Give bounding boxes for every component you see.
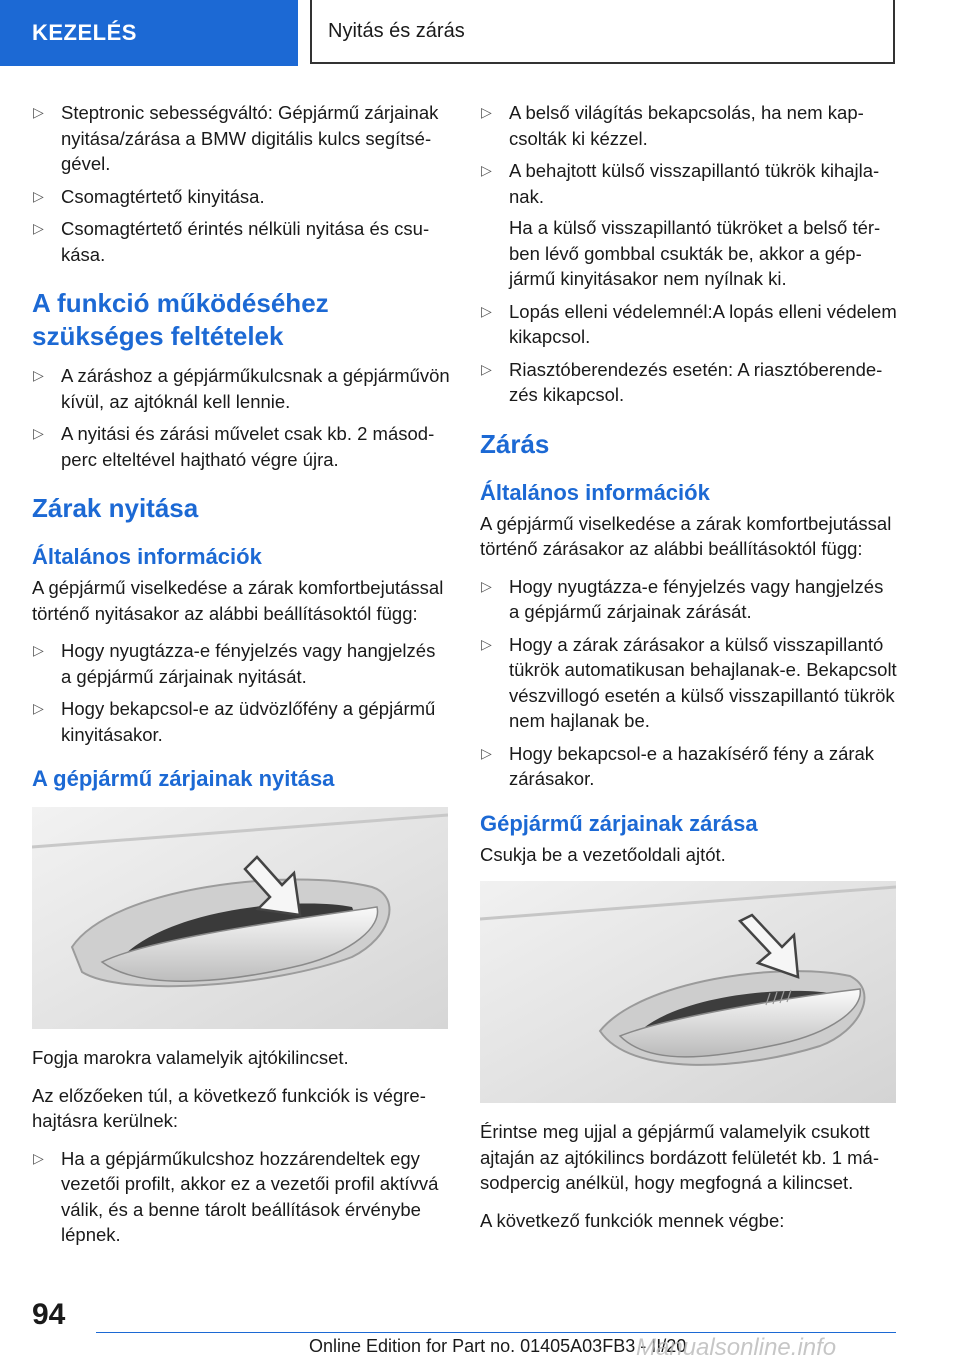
triangle-bullet-icon: ▷ [33,104,44,120]
list-item: ▷ Hogy bekapcsol-e a hazakísérő fény a zárak zárásakor. [481,742,875,789]
footer-divider [96,1332,896,1333]
unlock-bullet-list [32,1146,450,1248]
page-header [0,0,960,66]
list-item: ▷ Csomagtértető érintés nélküli nyitása és csukása. [33,218,430,265]
mirror-note: Ha a külső visszapillantó tükröket a belső térben lévő gombbal csukták be, akkor a gépjármű kinyitásakor nem nyílnak ki. [509,217,881,289]
triangle-bullet-icon: ▷ [481,577,492,594]
general-info-text: A gépjármű viselkedése a zárak komfortbejutással történő nyitásakor az alábbi beállításoktól függ: [32,577,444,624]
locking-general-text: A gépjármű viselkedése a zárak komfortbejutással történő zárásakor az alábbi beállításoktól függ: [480,512,892,559]
list-item: ▷ Lopás elleni védelemnél:A lopás elleni védelem kikapcsol. [481,300,897,347]
heading-unlocking: A gépjármű zárjainak nyitása [32,766,335,791]
chapter-title: Nyitás és zárás [310,0,895,64]
list-item: ▷ Hogy nyugtázza-e fényjelzés vagy hangjelzés a gépjármű zárjainak zárását. [481,575,884,622]
lock-touch-text: Érintse meg ujjal a gépjármű valamelyik csukott ajtaján az ajtókilincs bordázott felületét kb. 1 másodpercig anélkül, hogy megfogná a kilincset. [480,1121,879,1193]
watermark: Manualsonline.info [636,1334,837,1361]
right-column [480,100,898,1245]
triangle-bullet-icon: ▷ [33,367,44,383]
list-item: ▷ Hogy a zárak zárásakor a külső visszapillantó tükrök automatikusan behajlanak-e. Bekapcsolt vészvillogó esetén a külső visszapillantó tükrök nem hajlanak be. [481,633,897,731]
locking-bullet-list [480,574,898,792]
list-item: ▷ Steptronic sebességváltó: Gépjármű zárjainak nyitása/zárása a BMW digitális kulcs segítségével. [33,102,439,174]
triangle-bullet-icon: ▷ [481,360,492,377]
list-item: ▷ A behajtott külső visszapillantó tükrök kihajlanak. Ha a külső visszapillantó tükröket a belső térben lévő gombbal csukták be, akkor a gépjármű kinyitásakor nem nyílnak ki. [480,158,898,292]
heading-locking: Zárás [480,428,550,459]
section-tab: KEZELÉS [0,0,298,66]
triangle-bullet-icon: ▷ [33,425,44,441]
door-handle-touch-illustration [480,881,896,1103]
list-item: ▷ A nyitási és zárási művelet csak kb. 2 másodperc elteltével hajtható végre újra. [33,423,435,470]
unlock-additional-text: Az előzőeken túl, a következő funkciók is végrehajtásra kerülnek: [32,1084,426,1131]
edition-footer: Online Edition for Part no. 01405A03FB3 - II/20 [309,1336,687,1356]
heading-conditions: A funkció működéséhez szükséges feltételek [32,288,329,351]
list-item: ▷ Hogy bekapcsol-e az üdvözlőfény a gépjármű kinyitásakor. [33,698,436,745]
heading-locking-vehicle: Gépjármű zárjainak zárása [480,810,758,836]
list-item: ▷ Ha a gépjárműkulcshoz hozzárendeltek egy vezetői profilt, akkor ez a vezetői profil aktívvá válik, és a benne tárolt beállítások érvénybe lépnek. [33,1147,439,1245]
triangle-bullet-icon: ▷ [481,302,492,319]
triangle-bullet-icon: ▷ [481,744,492,761]
door-handle-grip-illustration [32,807,448,1029]
triangle-bullet-icon: ▷ [33,1149,44,1166]
triangle-bullet-icon: ▷ [481,104,492,120]
list-item: ▷ Riasztóberendezés esetén: A riasztóberendezés kikapcsol. [481,358,883,405]
intro-bullet-list [32,100,450,267]
lock-functions-text: A következő funkciók mennek végbe: [480,1209,785,1231]
heading-opening: Zárak nyitása [32,493,199,523]
conditions-bullet-list [32,363,450,472]
list-item: ▷ A belső világítás bekapcsolás, ha nem kapcsolták ki kézzel. [481,102,864,149]
list-item: ▷ Hogy nyugtázza-e fényjelzés vagy hangjelzés a gépjármű zárjainak nyitását. [33,640,436,687]
triangle-bullet-icon: ▷ [33,220,44,236]
unlock-instruction: Fogja marokra valamelyik ajtókilincset. [32,1047,349,1068]
lock-instruction: Csukja be a vezetőoldali ajtót. [480,843,726,865]
triangle-bullet-icon: ▷ [33,700,44,716]
triangle-bullet-icon: ▷ [33,642,44,658]
left-column [32,100,450,1260]
list-item: ▷ Csomagtértető kinyitása. [32,184,450,210]
triangle-bullet-icon: ▷ [481,162,492,178]
triangle-bullet-icon: ▷ [33,187,44,204]
heading-general-info: Általános információk [480,479,710,505]
heading-general-info: Általános információk [32,544,262,569]
list-item: ▷ A záráshoz a gépjárműkulcsnak a gépjárművön kívül, az ajtóknál kell lennie. [33,365,450,412]
general-bullet-list [32,638,450,747]
triangle-bullet-icon: ▷ [481,635,492,652]
page-number: 94 [32,1298,66,1331]
unlock-continued-bullet-list [480,100,898,408]
